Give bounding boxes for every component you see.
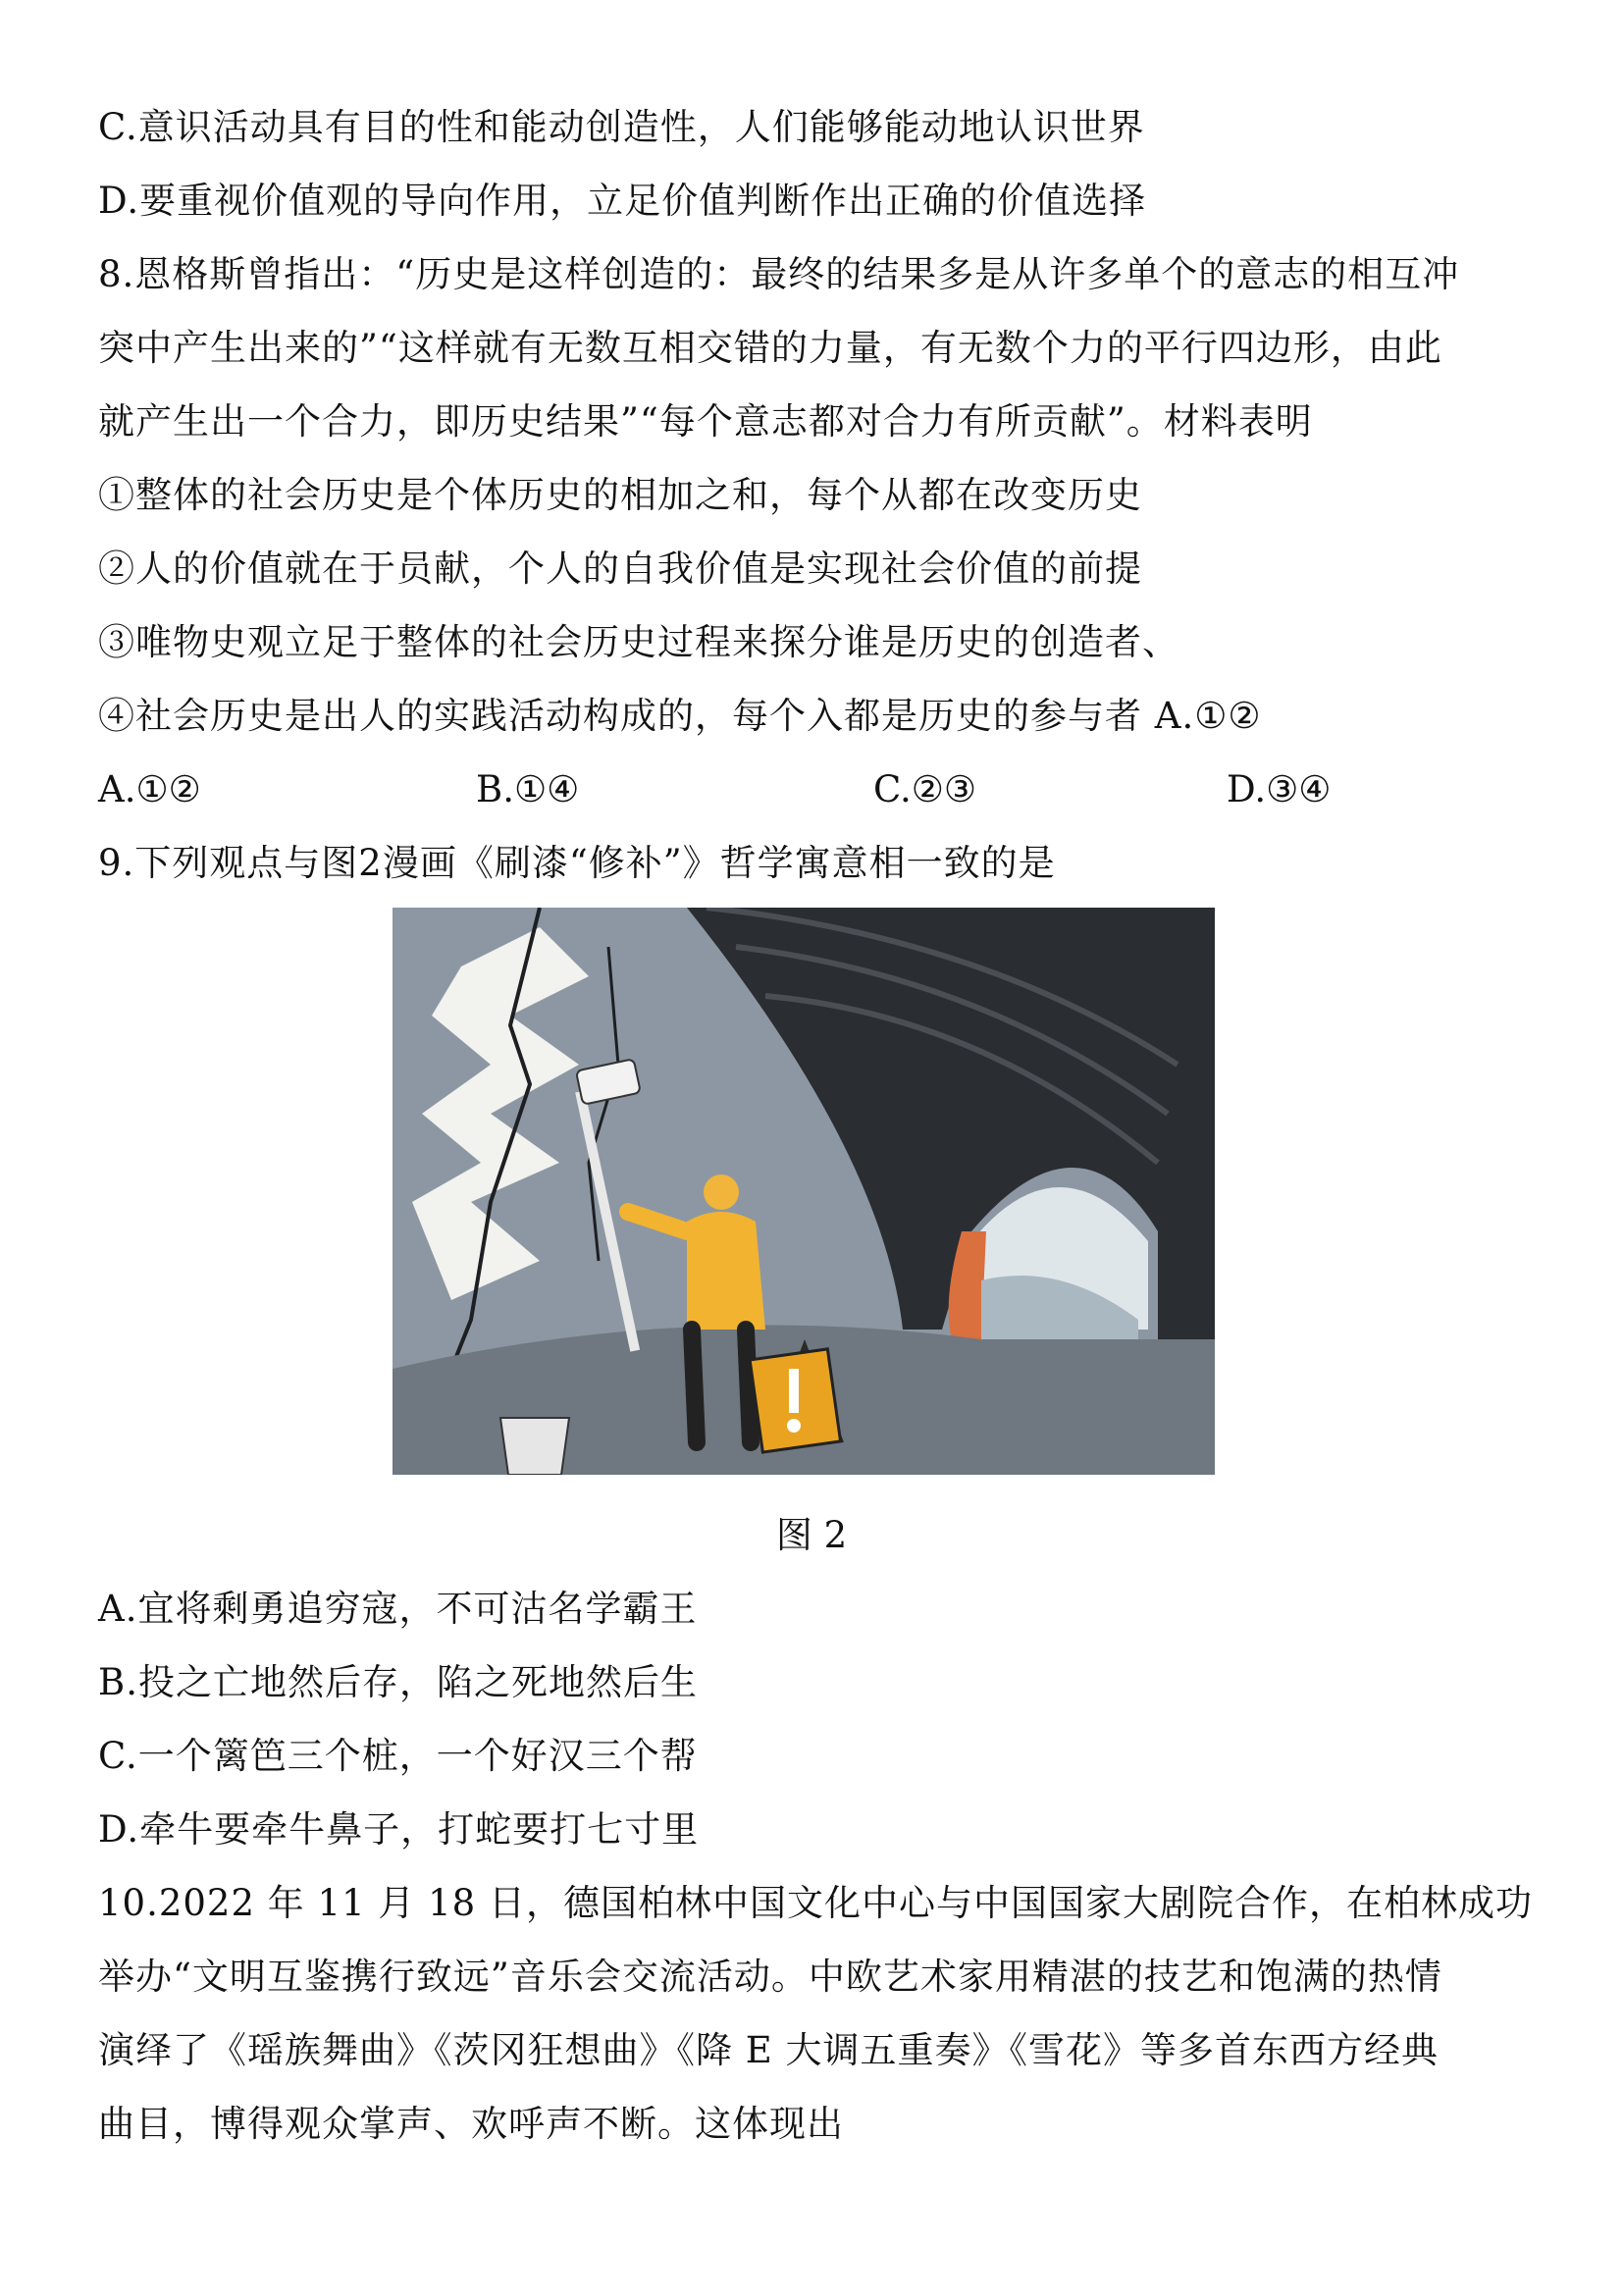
q9-option-d: D.牵牛要牵牛鼻子，打蛇要打七寸里	[98, 1808, 700, 1851]
q9-option-b: B.投之亡地然后存，陷之死地然后生	[98, 1661, 698, 1703]
figure-caption: 图 2	[775, 1514, 848, 1556]
q7-option-d: D.要重视价值观的导向作用，立足价值判断作出正确的价值选择	[98, 180, 1147, 222]
q7-option-c: C.意识活动具有目的性和能动创造性，人们能够能动地认识世界	[98, 106, 1145, 148]
q8-statement-3: ③唯物史观立足于整体的社会历史过程来探分谁是历史的创造者、	[98, 621, 1179, 663]
q8-stem-line-1: 8.恩格斯曾指出：“历史是这样创造的：最终的结果多是从许多单个的意志的相互冲	[98, 253, 1460, 295]
q9-stem: 9.下列观点与图2漫画《刷漆“修补”》哲学寓意相一致的是	[98, 842, 1056, 884]
q9-option-c: C.一个篱笆三个桩，一个好汉三个帮	[98, 1735, 698, 1777]
q10-stem-line-4: 曲目，博得观众掌声、欢呼声不断。这体现出	[98, 2103, 844, 2145]
q8-option-b: B.①④	[476, 768, 580, 810]
q8-statement-2: ②人的价值就在于员献，个人的自我价值是实现社会价值的前提	[98, 548, 1142, 590]
q9-option-a: A.宜将剩勇追穷寇，不可沽名学霸王	[98, 1588, 698, 1630]
q8-statement-4: ④社会历史是出人的实践活动构成的，每个入都是历史的参与者 A.①②	[98, 695, 1262, 737]
q10-stem-line-2: 举办“文明互鉴携行致远”音乐会交流活动。中欧艺术家用精湛的技艺和饱满的热情	[98, 1956, 1442, 1998]
q8-stem-line-2: 突中产生出来的”“这样就有无数互相交错的力量，有无数个力的平行四边形，由此	[98, 327, 1442, 369]
q8-statement-1: ①整体的社会历史是个体历史的相加之和，每个从都在改变历史	[98, 474, 1142, 516]
q8-option-a: A.①②	[98, 768, 201, 810]
q10-stem-line-3: 演绎了《瑶族舞曲》《茨冈狂想曲》《降 E 大调五重奏》《雪花》等多首东西方经典	[98, 2029, 1440, 2071]
q10-stem-line-1: 10.2022 年 11 月 18 日，德国柏林中国文化中心与中国国家大剧院合作，在柏林成功	[98, 1882, 1533, 1924]
q8-option-d: D.③④	[1227, 768, 1332, 810]
q8-stem-line-3: 就产生出一个合力，即历史结果”“每个意志都对合力有所贡献”。材料表明	[98, 400, 1313, 443]
cartoon-figure	[393, 908, 1215, 1475]
q8-option-c: C.②③	[873, 768, 977, 810]
